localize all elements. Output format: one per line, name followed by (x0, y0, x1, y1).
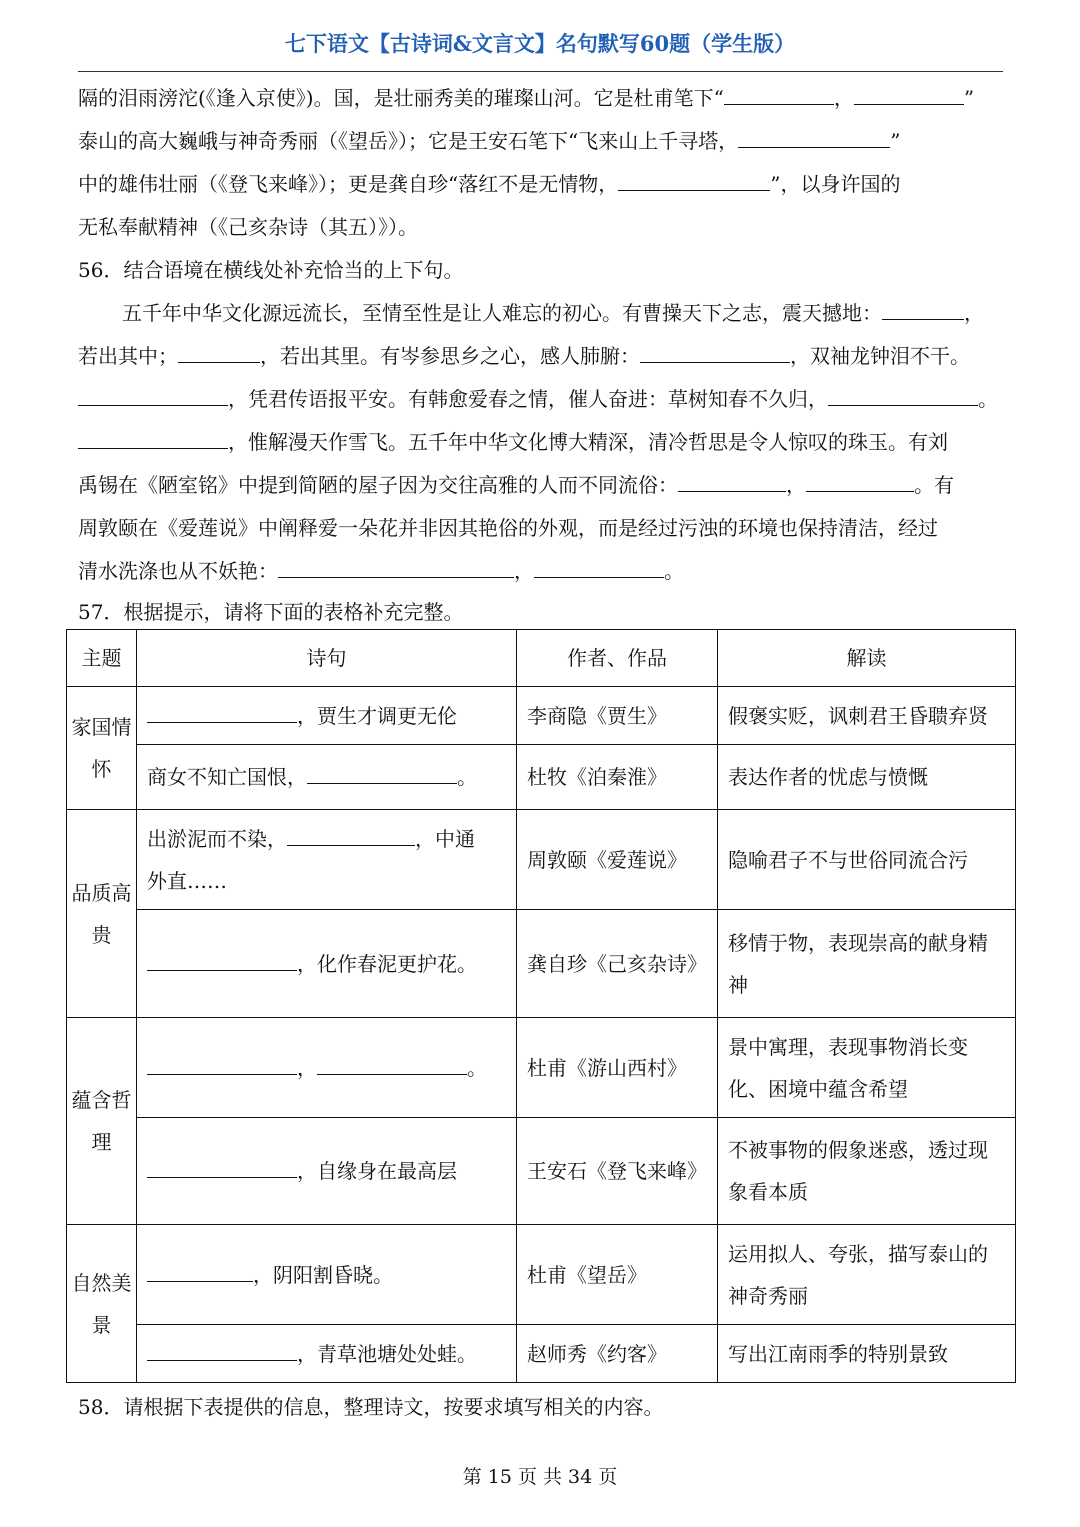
poem-text: ，贾生才调更无伦 (297, 703, 457, 728)
author-cell: 杜甫《游山西村》 (517, 1018, 718, 1118)
table-row (67, 1118, 1016, 1225)
note-cell: 假褒实贬，讽刺君王昏聩弃贤 (718, 687, 1016, 745)
q56-text: 清水洗涤也从不妖艳： (78, 559, 278, 583)
table-row (67, 1225, 1016, 1325)
question-57-title: 57．根据提示，请将下面的表格补充完整。 (78, 600, 464, 624)
punct: ， (297, 1055, 317, 1080)
q56-line-4 (78, 428, 948, 456)
note-cell: 隐喻君子不与世俗同流合污 (718, 810, 1016, 910)
poem-table (66, 629, 1016, 1383)
answer-blank[interactable] (806, 471, 914, 492)
intro-text: ”，以身许国的 (770, 172, 901, 196)
intro-text: 泰山的高大巍峨与神奇秀丽（《望岳》）；它是王安石笔下“飞来山上千寻塔， (78, 129, 739, 153)
theme-cell: 蕴含哲理 (67, 1018, 137, 1225)
punct: 。 (978, 387, 998, 411)
intro-line-3 (78, 170, 900, 198)
poem-cell (137, 1018, 517, 1118)
intro-line-4: 无私奉献精神（《己亥杂诗（其五）》）。 (78, 215, 418, 239)
answer-blank[interactable] (854, 84, 964, 105)
author-cell: 杜牧《泊秦淮》 (517, 745, 718, 810)
poem-text: ，自缘身在最高层 (297, 1159, 457, 1183)
author-cell: 周敦颐《爱莲说》 (517, 810, 718, 910)
q56-text: ，若出其里。有岑参思乡之心，感人肺腑： (260, 344, 640, 368)
intro-text: 隔的泪雨滂沱(《逢入京使》)。国，是壮丽秀美的璀璨山河。它是杜甫笔下“ (78, 86, 724, 110)
q56-line-2 (78, 342, 970, 370)
punct: 。 (664, 559, 684, 583)
poem-text: ，中通 (415, 826, 475, 851)
note-cell: 不被事物的假象迷惑，透过现象看本质 (718, 1118, 1016, 1225)
punct: ， (964, 301, 984, 325)
answer-blank[interactable] (147, 1340, 297, 1361)
page-header-title: 七下语文【古诗词&文言文】名句默写60题（学生版） (284, 31, 796, 56)
question-58-title: 58．请根据下表提供的信息，整理诗文，按要求填写相关的内容。 (78, 1395, 664, 1419)
poem-text: ，阴阳割昏晓。 (253, 1262, 393, 1287)
poem-text: 外直…… (147, 868, 227, 893)
answer-blank[interactable] (78, 385, 228, 406)
answer-blank[interactable] (828, 385, 978, 406)
note-cell: 景中寓理，表现事物消长变化、困境中蕴含希望 (718, 1018, 1016, 1118)
punct: 。 (457, 765, 477, 789)
author-cell: 杜甫《望岳》 (517, 1225, 718, 1325)
answer-blank[interactable] (147, 702, 297, 723)
q56-line-7 (78, 557, 684, 585)
table-header-cell: 解读 (718, 630, 1016, 687)
author-cell: 王安石《登飞来峰》 (517, 1118, 718, 1225)
poem-cell (137, 910, 517, 1018)
poem-cell (137, 1325, 517, 1383)
poem-text: 商女不知亡国恨， (147, 765, 307, 789)
poem-cell (137, 745, 517, 810)
punct: ” (963, 86, 975, 110)
q56-line-6: 周敦颐在《爱莲说》中阐释爱一朵花并非因其艳俗的外观，而是经过污浊的环境也保持清洁，经过 (78, 516, 938, 540)
answer-blank[interactable] (78, 428, 228, 449)
poem-cell (137, 687, 517, 745)
intro-line-1 (78, 84, 974, 112)
question-56-title: 56．结合语境在横线处补充恰当的上下句。 (78, 258, 464, 282)
answer-blank[interactable] (678, 471, 786, 492)
theme-cell: 自然美景 (67, 1225, 137, 1383)
poem-cell (137, 1118, 517, 1225)
poem-text: 出淤泥而不染， (147, 826, 287, 851)
q56-line-5 (78, 471, 954, 499)
q56-text: 禹锡在《陋室铭》中提到简陋的屋子因为交往高雅的人而不同流俗： (78, 473, 678, 497)
table-row (67, 810, 1016, 910)
answer-blank[interactable] (724, 84, 834, 105)
q56-text: 。有 (914, 473, 954, 497)
note-cell: 写出江南雨季的特别景致 (718, 1325, 1016, 1383)
intro-line-2 (78, 127, 900, 155)
q56-text: ，双袖龙钟泪不干。 (790, 344, 970, 368)
note-cell: 移情于物，表现崇高的献身精神 (718, 910, 1016, 1018)
table-row (67, 687, 1016, 745)
author-cell: 龚自珍《己亥杂诗》 (517, 910, 718, 1018)
answer-blank[interactable] (287, 825, 415, 846)
poem-cell (137, 810, 517, 910)
punct: ， (786, 473, 806, 497)
table-row (67, 745, 1016, 810)
answer-blank[interactable] (147, 950, 297, 971)
table-header-cell: 诗句 (137, 630, 517, 687)
q56-line-1 (122, 299, 984, 327)
punct: ， (514, 559, 534, 583)
answer-blank[interactable] (147, 1261, 253, 1282)
table-header-cell: 主题 (67, 630, 137, 687)
theme-cell: 品质高贵 (67, 810, 137, 1018)
theme-cell: 家国情怀 (67, 687, 137, 810)
table-row (67, 910, 1016, 1018)
header-divider (78, 71, 1003, 72)
poem-cell (137, 1225, 517, 1325)
q56-text: ，惟解漫天作雪飞。五千年中华文化博大精深，清冷哲思是令人惊叹的珠玉。有刘 (228, 430, 948, 454)
answer-blank[interactable] (640, 342, 790, 363)
q56-text: 五千年中华文化源远流长，至情至性是让人难忘的初心。有曹操天下之志，震天撼地： (122, 301, 882, 325)
answer-blank[interactable] (147, 1054, 297, 1075)
table-header-row (67, 630, 1016, 687)
answer-blank[interactable] (738, 127, 890, 148)
answer-blank[interactable] (147, 1157, 297, 1178)
author-cell: 赵师秀《约客》 (517, 1325, 718, 1383)
answer-blank[interactable] (534, 557, 664, 578)
table-row (67, 1018, 1016, 1118)
punct: ， (833, 86, 854, 110)
poem-text: ，青草池塘处处蛙。 (297, 1341, 477, 1366)
q56-text: ，凭君传语报平安。有韩愈爱春之情，催人奋进：草树知春不久归， (228, 387, 828, 411)
answer-blank[interactable] (278, 557, 514, 578)
intro-text: 中的雄伟壮丽（《登飞来峰》）；更是龚自珍“落红不是无情物， (78, 172, 619, 196)
punct: ” (890, 129, 901, 153)
poem-text: ，化作春泥更护花。 (297, 951, 477, 976)
author-cell: 李商隐《贾生》 (517, 687, 718, 745)
answer-blank[interactable] (618, 170, 770, 191)
table-row (67, 1325, 1016, 1383)
page-number: 第 15 页 共 34 页 (462, 1466, 618, 1488)
note-cell: 表达作者的忧虑与愤慨 (718, 745, 1016, 810)
answer-blank[interactable] (317, 1054, 467, 1075)
q56-text: 若出其中； (78, 344, 178, 368)
answer-blank[interactable] (307, 763, 457, 784)
answer-blank[interactable] (882, 299, 964, 320)
answer-blank[interactable] (178, 342, 260, 363)
punct: 。 (467, 1055, 487, 1080)
q56-line-3 (78, 385, 998, 413)
note-cell: 运用拟人、夸张，描写泰山的神奇秀丽 (718, 1225, 1016, 1325)
table-header-cell: 作者、作品 (517, 630, 718, 687)
